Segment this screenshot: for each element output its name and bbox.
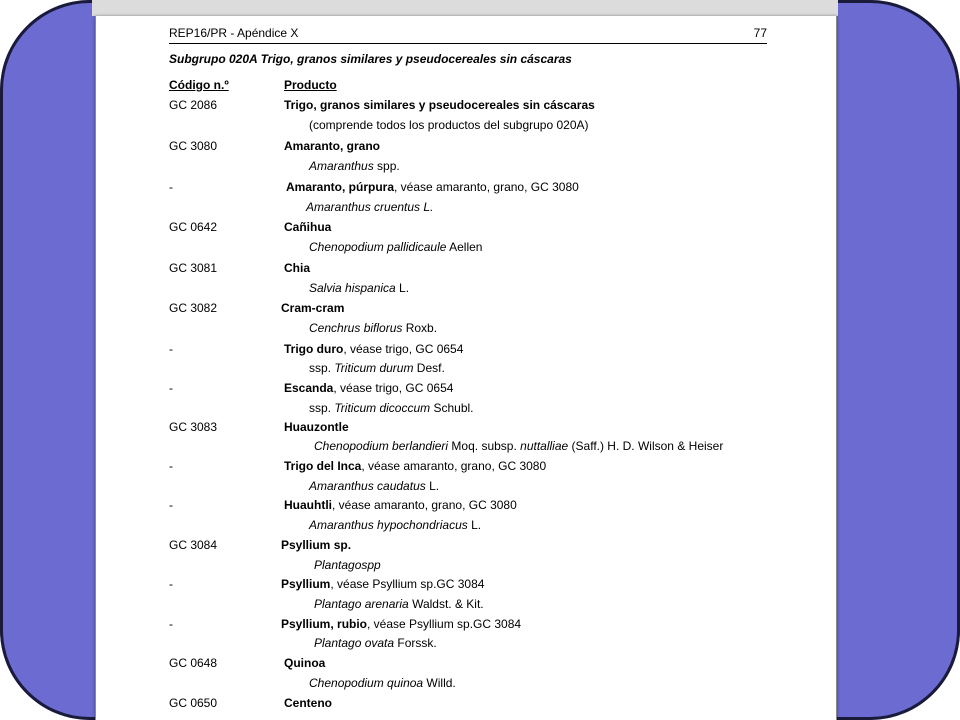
product-name: Quinoa [284,656,326,670]
column-header-code: Código n.º [169,78,229,92]
scientific-name: Cenchrus biflorus Roxb. [309,321,438,335]
product-name: Cañihua [284,220,332,234]
row-code: GC 0650 [169,696,218,710]
product-name: Trigo duro, véase trigo, GC 0654 [284,342,464,356]
product-name: Trigo del Inca, véase amaranto, grano, GC 3080 [284,459,547,473]
product-name: Amaranto, púrpura, véase amaranto, grano, GC 3080 [286,180,579,194]
row-code: GC 3082 [169,301,218,315]
product-name: Cram-cram [281,301,345,315]
scientific-name: Chenopodium quinoa Willd. [309,676,456,690]
scientific-name: Amaranthus cruentus L. [306,200,434,214]
product-name: Chia [284,261,311,275]
row-code: GC 3083 [169,420,218,434]
row-code: GC 2086 [169,98,218,112]
scientific-name: Amaranthus caudatus L. [309,479,440,493]
scientific-name: Plantagospp [314,558,381,572]
row-code: - [169,577,173,591]
row-code: - [169,459,173,473]
product-name: Huauzontle [284,420,349,434]
page-number: 77 [753,26,767,40]
product-name: Psyllium sp. [281,538,352,552]
product-name: Trigo, granos similares y pseudocereales sin cáscaras [284,98,595,112]
row-code: GC 0648 [169,656,218,670]
row-code: GC 3081 [169,261,218,275]
product-name: Escanda, véase trigo, GC 0654 [284,381,454,395]
scientific-name: Plantago ovata Forssk. [314,636,437,650]
product-name: Psyllium, véase Psyllium sp.GC 3084 [281,577,485,591]
product-name: Psyllium, rubio, véase Psyllium sp.GC 3084 [281,617,522,631]
column-header-product: Producto [284,78,337,92]
scientific-name: Amaranthus hypochondriacus L. [309,518,482,532]
document-page [95,16,837,720]
product-note: (comprende todos los productos del subgrupo 020A) [309,118,589,132]
doc-reference: REP16/PR - Apéndice X [169,26,299,40]
product-name: Amaranto, grano [284,139,381,153]
row-code: GC 3084 [169,538,218,552]
scientific-name: ssp. Triticum dicoccum Schubl. [309,401,474,415]
page-header [169,26,767,44]
subgroup-title: Subgrupo 020A Trigo, granos similares y pseudocereales sin cáscaras [169,52,572,66]
row-code: - [169,381,173,395]
scientific-name: Chenopodium berlandieri Moq. subsp. nuttalliae (Saff.) H. D. Wilson & Heiser [314,439,724,453]
row-code: - [169,180,173,194]
scientific-name: ssp. Triticum durum Desf. [309,361,445,375]
scientific-name: Salvia hispanica L. [309,281,410,295]
row-code: - [169,342,173,356]
row-code: - [169,617,173,631]
row-code: GC 0642 [169,220,218,234]
scientific-name: Chenopodium pallidicaule Aellen [309,240,483,254]
product-name: Huauhtli, véase amaranto, grano, GC 3080 [284,498,517,512]
top-strip [92,0,838,16]
product-name: Centeno [284,696,332,710]
scientific-name: Plantago arenaria Waldst. & Kit. [314,597,484,611]
row-code: - [169,498,173,512]
row-code: GC 3080 [169,139,218,153]
scientific-name: Amaranthus spp. [309,159,400,173]
